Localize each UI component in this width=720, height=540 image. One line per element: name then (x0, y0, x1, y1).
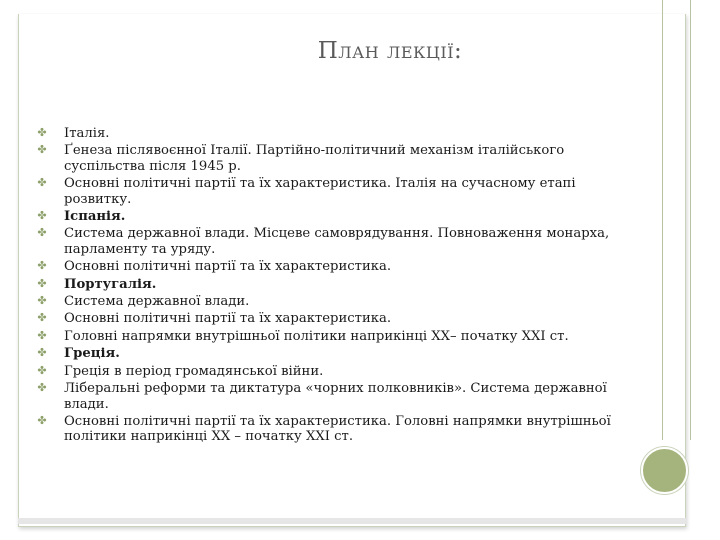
bullet-icon: ✤ (37, 294, 47, 308)
list-item-text: Ґенеза післявоєнної Італії. Партійно-політичний механізм італійського суспільства після 1945 р. (64, 143, 565, 174)
decorative-circle (641, 447, 688, 494)
bullet-icon: ✤ (37, 328, 47, 342)
list-item-text: Основні політичні партії та їх характеристика. (64, 259, 392, 275)
bullet-icon: ✤ (37, 276, 47, 290)
bullet-icon: ✤ (37, 381, 47, 395)
list-item-text: Основні політичні партії та їх характеристика. Італія на сучасному етапі розвитку. (64, 176, 576, 207)
bullet-icon: ✤ (37, 259, 47, 273)
decorative-line (662, 0, 663, 440)
list-item (36, 176, 626, 207)
slide-title: План лекції: (317, 38, 463, 64)
list-item (36, 346, 626, 361)
list-item (36, 414, 626, 445)
frame-bottom-shadow (18, 518, 686, 524)
list-item-text: Італія. (64, 126, 110, 141)
list-item-text: Португалія. (64, 276, 157, 292)
list-item-text: Система державної влади. Місцеве самоврядування. Повноваження монарха, парламенту та уряду. (64, 226, 610, 257)
list-item-text: Іспанія. (64, 209, 126, 225)
list-item (36, 209, 626, 224)
list-item-text: Основні політичні партії та їх характеристика. (64, 311, 392, 327)
list-item-text: Основні політичні партії та їх характеристика. Головні напрямки внутрішньої політики наприкінці ХХ – початку ХХІ ст. (64, 413, 611, 445)
list-item (36, 364, 626, 379)
list-item (36, 381, 626, 412)
list-item (36, 329, 626, 344)
bullet-icon: ✤ (37, 209, 47, 223)
bullet-icon: ✤ (37, 346, 47, 360)
bullet-icon: ✤ (37, 143, 47, 157)
decorative-line (690, 0, 691, 440)
bullet-icon: ✤ (37, 311, 47, 325)
list-item-text: Ліберальні реформи та диктатура «чорних полковників». Система державної влади. (64, 381, 607, 412)
lecture-plan-list (36, 126, 626, 447)
bullet-icon: ✤ (37, 226, 47, 240)
list-item-text: Греція. (64, 346, 120, 362)
list-item (36, 143, 626, 174)
list-item-text: Система державної влади. (64, 294, 250, 310)
list-item (36, 277, 626, 292)
list-item (36, 226, 626, 257)
bullet-icon: ✤ (37, 126, 47, 139)
list-item-text: Головні напрямки внутрішньої політики наприкінці ХХ– початку ХХІ ст. (64, 328, 569, 344)
bullet-icon: ✤ (37, 413, 47, 427)
list-item (36, 294, 626, 309)
list-item (36, 311, 626, 326)
list-item (36, 126, 626, 141)
bullet-icon: ✤ (37, 363, 47, 377)
list-item (36, 259, 626, 274)
bullet-icon: ✤ (37, 176, 47, 190)
list-item-text: Греція в період громадянської війни. (64, 363, 324, 379)
